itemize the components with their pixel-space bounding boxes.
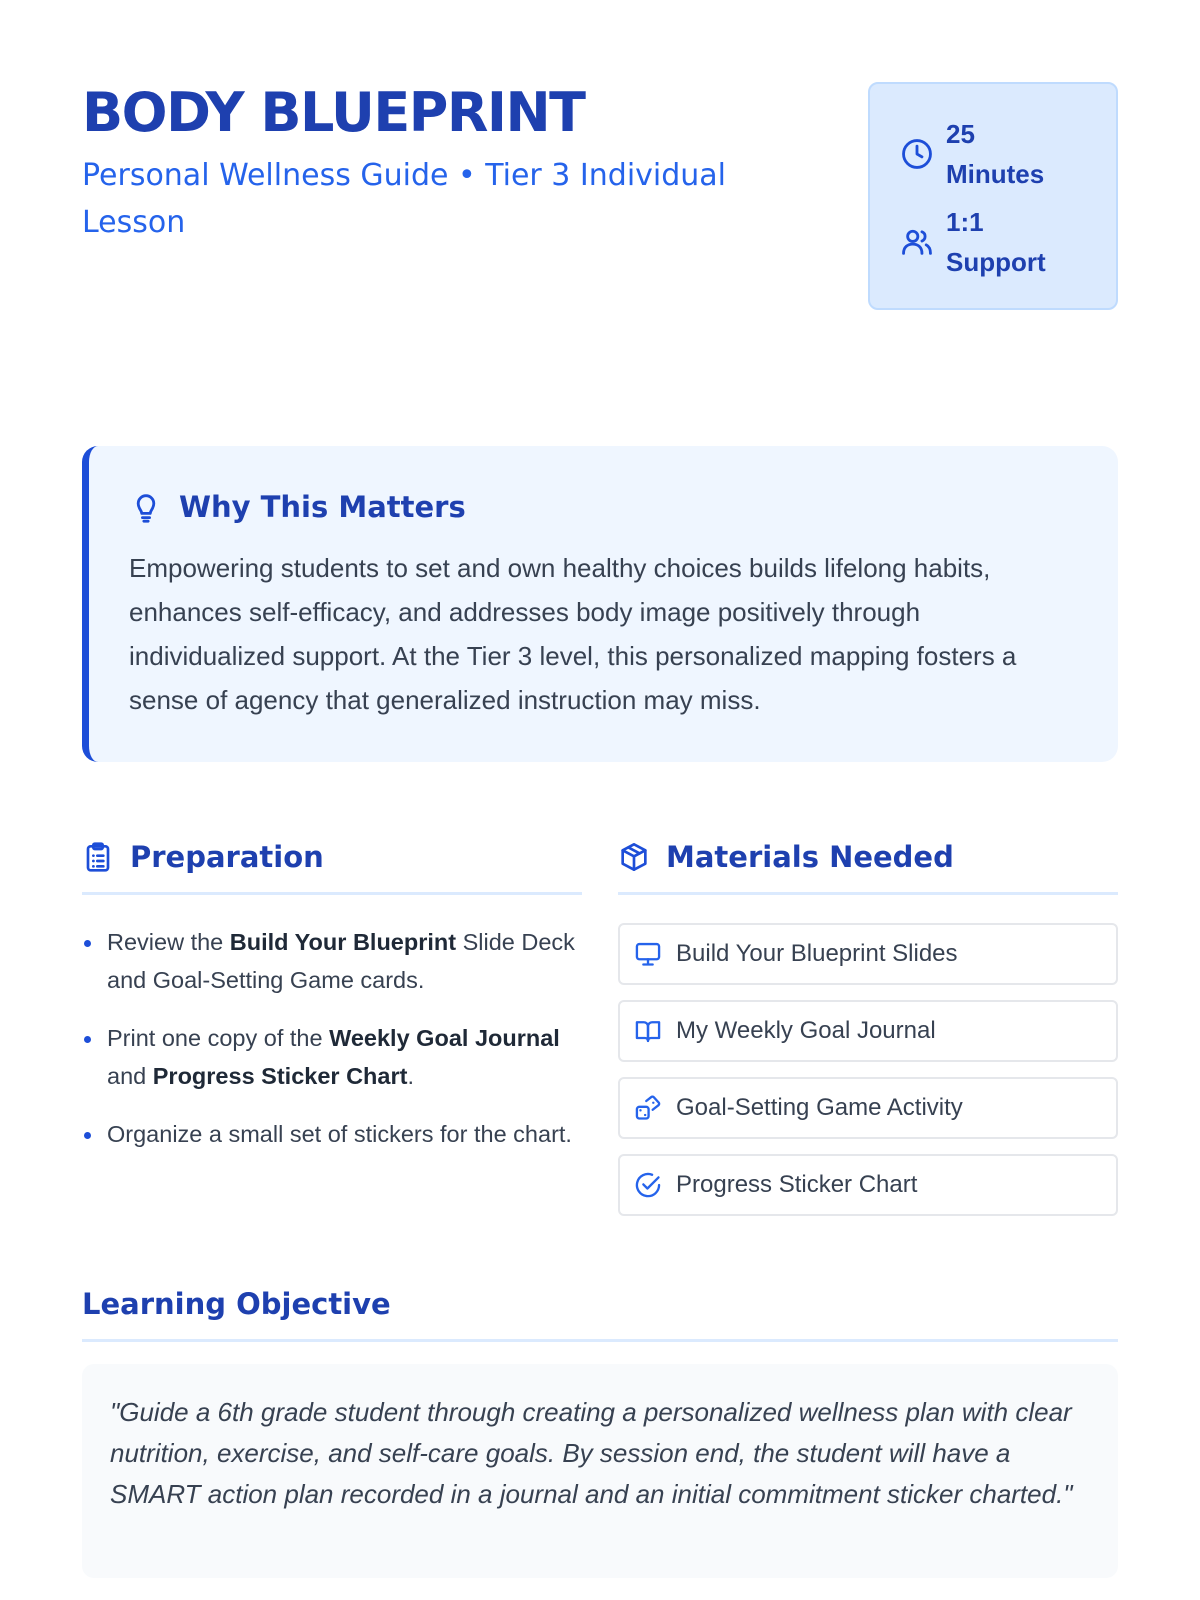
duration-label: 25 Minutes	[946, 119, 1045, 189]
duration-row	[900, 114, 1116, 194]
materials-title: Materials Needed	[666, 840, 954, 874]
lightbulb-icon	[129, 490, 163, 524]
preparation-list	[82, 923, 582, 1153]
preparation-item-text: Organize a small set of stickers for the chart.	[107, 1121, 572, 1147]
objective-header	[82, 1279, 1118, 1342]
monitor-icon	[634, 940, 662, 968]
preparation-item-text: Slide Deck and Goal-Setting Game cards.	[107, 929, 575, 993]
why-title: Why This Matters	[179, 490, 466, 524]
preparation-item-text: Review the	[107, 929, 230, 955]
material-item-journal	[618, 1000, 1118, 1062]
materials-list	[618, 923, 1118, 1216]
preparation-item-emphasis: Progress Sticker Chart	[152, 1063, 408, 1089]
check-circle-icon	[634, 1171, 662, 1199]
page-title: BODY BLUEPRINT	[82, 81, 585, 144]
lesson-meta-card	[868, 82, 1118, 310]
objective-title: Learning Objective	[82, 1287, 391, 1321]
support-label: 1:1 Support	[946, 207, 1046, 277]
materials-header	[618, 832, 1118, 895]
preparation-item-text: .	[407, 1063, 414, 1089]
material-label: Progress Sticker Chart	[676, 1171, 918, 1198]
material-item-slides	[618, 923, 1118, 985]
learning-objective-section	[82, 1279, 1118, 1578]
book-open-icon	[634, 1017, 662, 1045]
support-row	[900, 202, 1116, 282]
material-label: Goal-Setting Game Activity	[676, 1094, 963, 1121]
preparation-title: Preparation	[130, 840, 324, 874]
header	[82, 82, 1118, 312]
material-label: Build Your Blueprint Slides	[676, 940, 958, 967]
preparation-item	[82, 1115, 582, 1153]
dice-icon	[634, 1094, 662, 1122]
why-this-matters-box	[82, 446, 1118, 762]
preparation-section	[82, 832, 582, 1231]
two-column-section	[82, 832, 1118, 1231]
why-header	[129, 490, 1078, 524]
preparation-item-emphasis: Build Your Blueprint	[229, 929, 457, 955]
material-item-game	[618, 1077, 1118, 1139]
title-block	[82, 82, 802, 246]
preparation-item-emphasis: Weekly Goal Journal	[329, 1025, 560, 1051]
preparation-item-text: Print one copy of the	[107, 1025, 330, 1051]
material-label: My Weekly Goal Journal	[676, 1017, 936, 1044]
materials-section	[618, 832, 1118, 1231]
package-icon	[618, 841, 650, 873]
preparation-item	[82, 1019, 582, 1095]
why-body: Empowering students to set and own healthy choices builds lifelong habits, enhances self-efficacy, and addresses body image positively through individualized support. At the Tier 3 level, this personalized mapping fosters a sense of agency that generalized instruction may miss.	[129, 553, 1017, 715]
objective-text: "Guide a 6th grade student through creating a personalized wellness plan with clear nutrition, exercise, and self-care goals. By session end, the student will have a SMART action plan recorded in a journal and an initial commitment sticker charted."	[110, 1397, 1073, 1509]
objective-box	[82, 1364, 1118, 1578]
users-icon	[900, 225, 934, 259]
preparation-item-text: and	[107, 1063, 153, 1089]
clipboard-list-icon	[82, 841, 114, 873]
clock-icon	[900, 137, 934, 171]
page-subtitle: Personal Wellness Guide • Tier 3 Individual Lesson	[82, 158, 727, 240]
material-item-sticker-chart	[618, 1154, 1118, 1216]
preparation-item	[82, 923, 582, 999]
preparation-header	[82, 832, 582, 895]
